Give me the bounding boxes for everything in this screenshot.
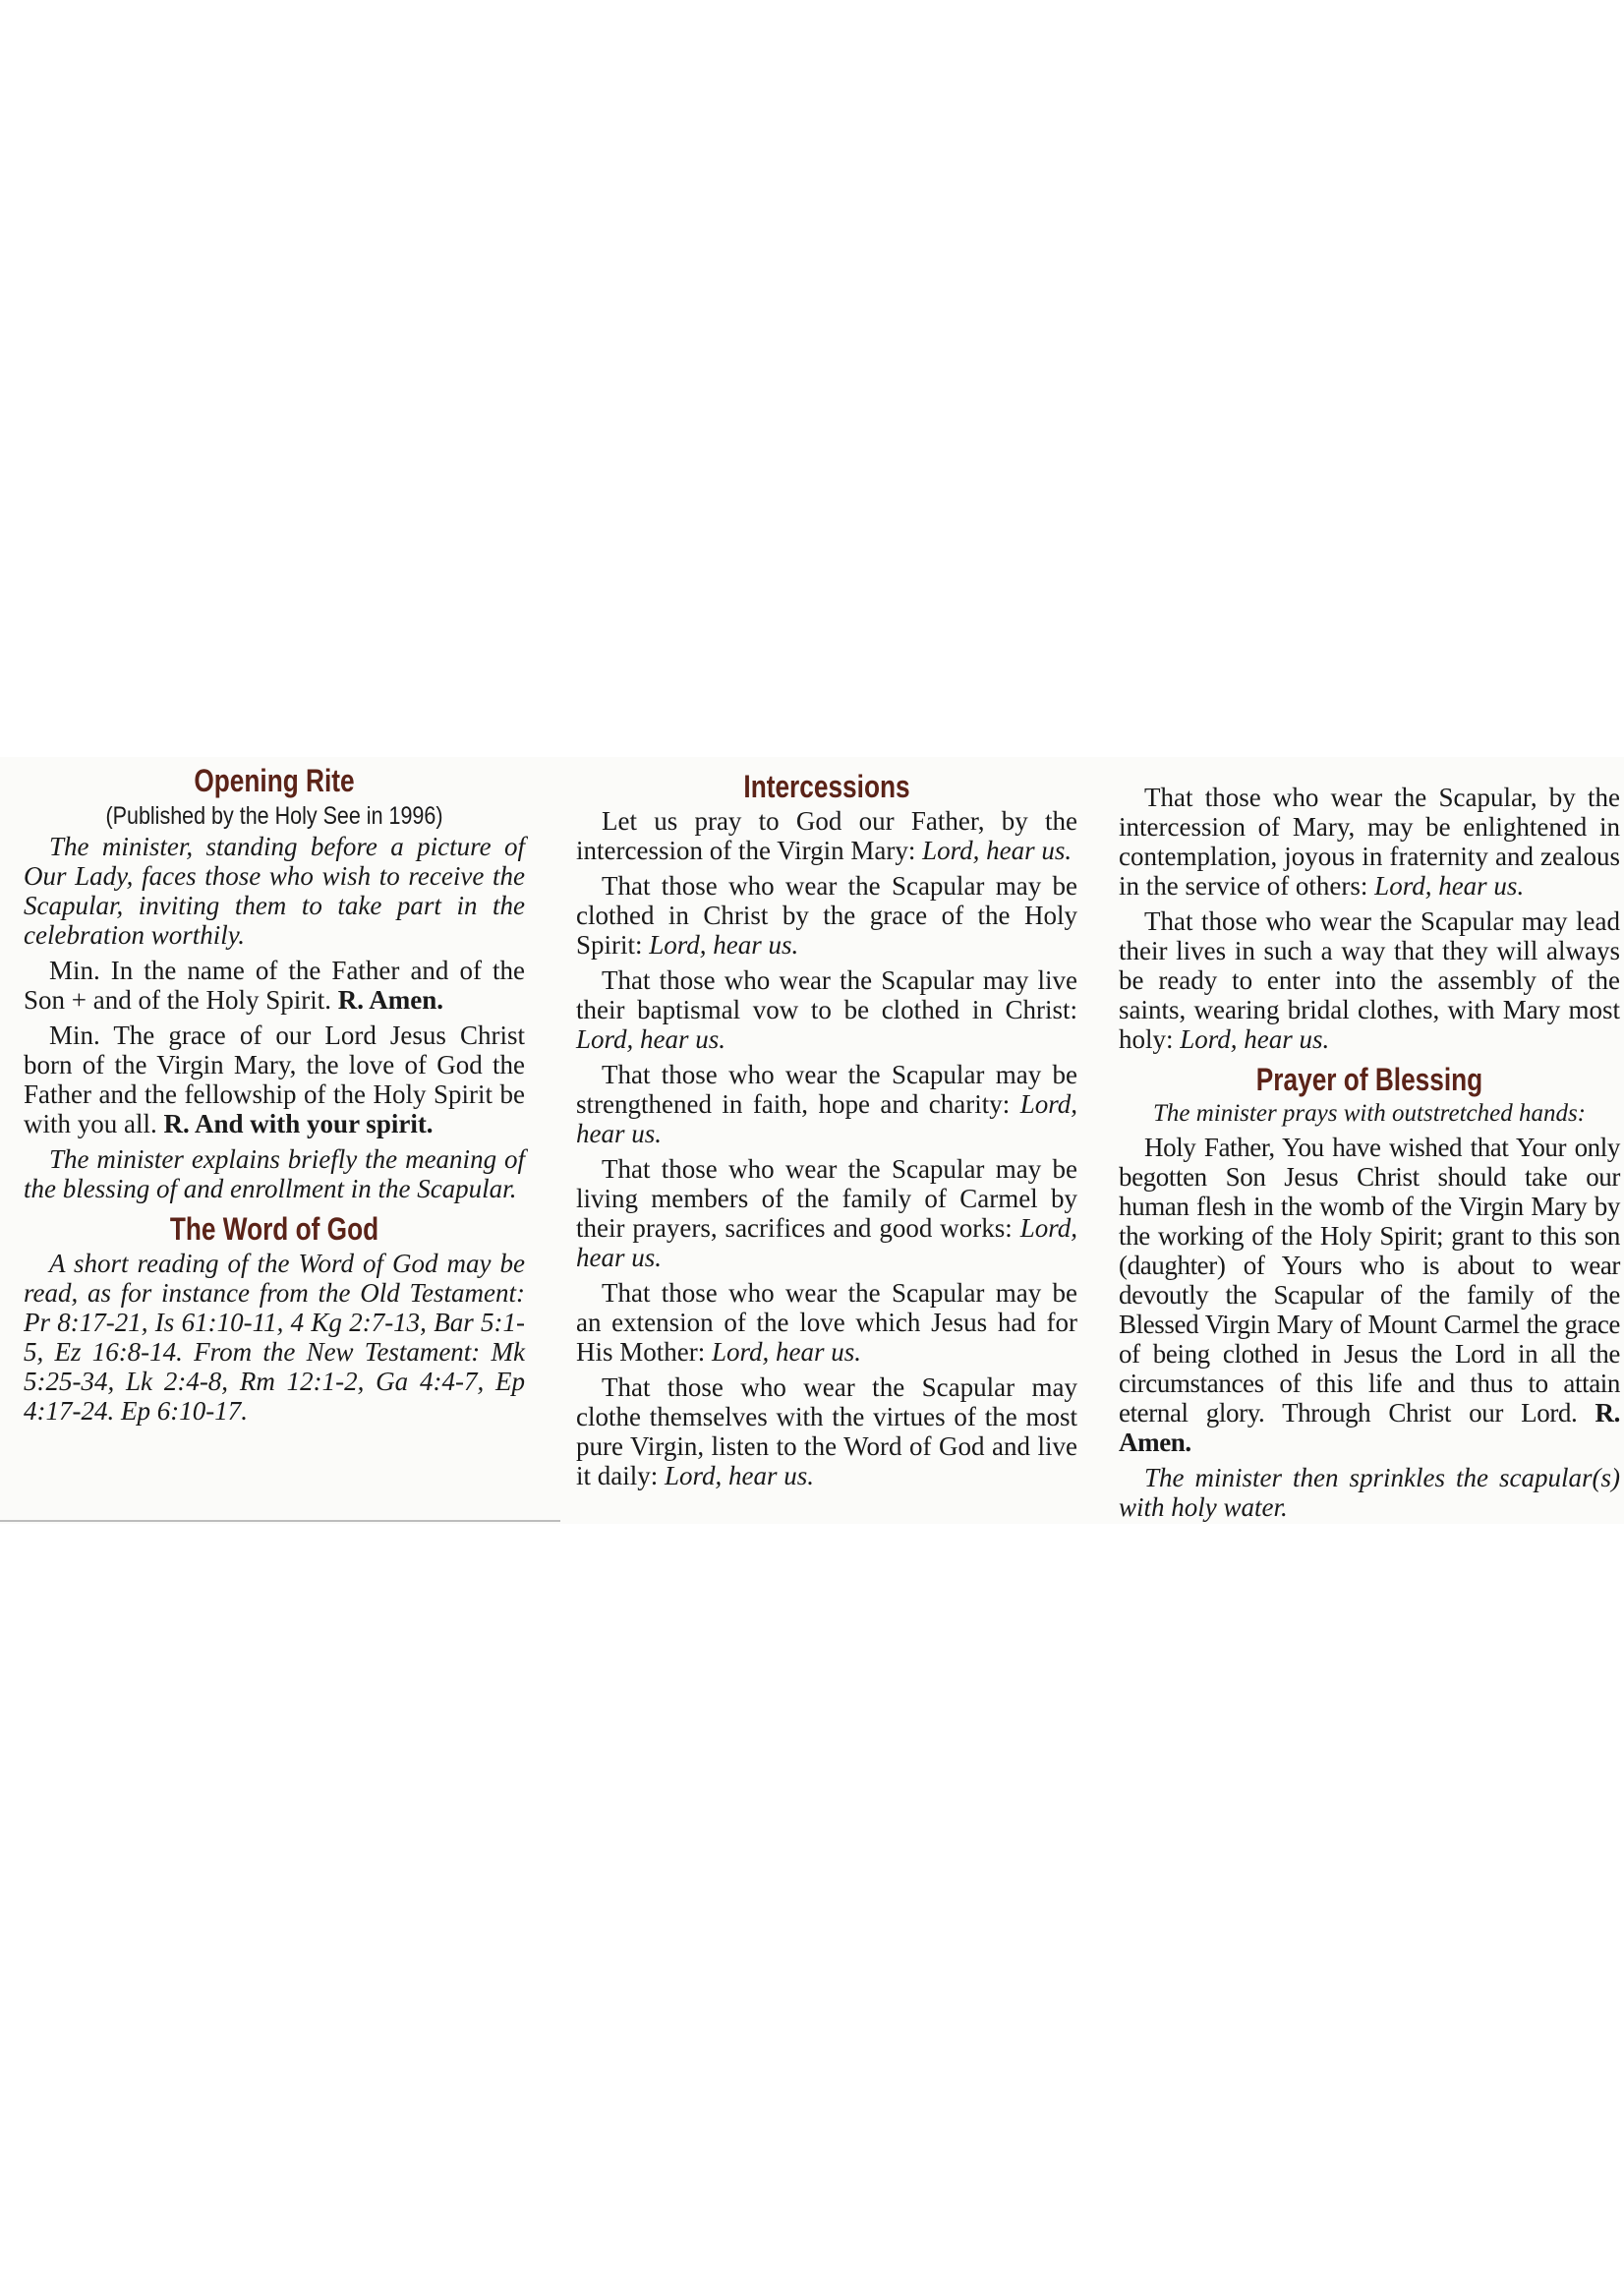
heading-opening-rite: Opening Rite bbox=[194, 763, 355, 798]
invocation-trinity bbox=[24, 956, 525, 1015]
intercession-3: That those who wear the Scapular may live their baptismal vow to be clothed in Christ: Lord, hear us. bbox=[576, 965, 1077, 1054]
response-lord-hear-us: Lord, hear us. bbox=[922, 836, 1073, 865]
column-opening-rite bbox=[24, 761, 525, 1431]
heading-prayer-of-blessing: Prayer of Blessing bbox=[1255, 1062, 1483, 1097]
response-lord-hear-us: Lord, hear us. bbox=[1374, 871, 1525, 901]
response-lord-hear-us: Lord, hear us. bbox=[712, 1337, 862, 1367]
intercession-9: That those who wear the Scapular may lead their lives in such a way that they will always be ready to enter into the assembly of the saints, wearing bridal clothes, with Mary most holy: Lord, hear us. bbox=[1119, 906, 1620, 1054]
column-intercessions bbox=[576, 767, 1077, 1496]
response-lord-hear-us: Lord, hear us. bbox=[576, 1024, 726, 1054]
intercession-2: That those who wear the Scapular may be clothed in Christ by the grace of the Holy Spirit: Lord, hear us. bbox=[576, 871, 1077, 960]
intercession-1: Let us pray to God our Father, by the intercession of the Virgin Mary: Lord, hear us. bbox=[576, 806, 1077, 865]
scapular-card bbox=[0, 757, 1624, 1524]
column-blessing bbox=[1119, 783, 1620, 1528]
heading-word-of-god: The Word of God bbox=[169, 1211, 379, 1247]
response-amen: R. Amen. bbox=[1119, 1398, 1620, 1457]
response-spirit: R. And with your spirit. bbox=[163, 1109, 434, 1138]
intercession-4: That those who wear the Scapular may be strengthened in faith, hope and charity: Lord, hear us. bbox=[576, 1060, 1077, 1148]
card-edge-rule bbox=[0, 1520, 560, 1522]
intercession-8: That those who wear the Scapular, by the intercession of Mary, may be enlightened in contemplation, joyous in fraternity and zealous in the service of others: Lord, hear us. bbox=[1119, 783, 1620, 901]
greeting-grace bbox=[24, 1020, 525, 1138]
response-lord-hear-us: Lord, hear us. bbox=[576, 1213, 1077, 1272]
prayer-holy-father: Holy Father, You have wished that Your only begotten Son Jesus Christ should take our human flesh in the womb of the Virgin Mary by the working of the Holy Spirit; grant to this son (daughter) of Yours who is about to wear devoutly the Scapular of the family of the Blessed Virgin Mary of Mount Carmel the grace of being clothed in Jesus the Lord in all the circumstances of this life and thus to attain eternal glory. Through Christ our Lord. R. Amen. bbox=[1119, 1133, 1620, 1457]
reading-references: A short reading of the Word of God may be read, as for instance from the Old Testament: Pr 8:17-21, Is 61:10-11, 4 Kg 2:7-13, Bar 5:1-5, Ez 16:8-14. From the New Testament: Mk 5:25-34, Lk 2:4-8, Rm 12:1-2, Ga 4:4-7, Ep 4:17-24. Ep 6:10-17. bbox=[24, 1249, 525, 1426]
intercession-7: That those who wear the Scapular may clothe themselves with the virtues of the most pure Virgin, listen to the Word of God and live it daily: Lord, hear us. bbox=[576, 1372, 1077, 1490]
intercession-5: That those who wear the Scapular may be living members of the family of Carmel by their prayers, sacrifices and good works: Lord, hear us. bbox=[576, 1154, 1077, 1272]
subtitle-holy-see: (Published by the Holy See in 1996) bbox=[105, 802, 443, 830]
intercession-6: That those who wear the Scapular may be an extension of the love which Jesus had for His Mother: Lord, hear us. bbox=[576, 1278, 1077, 1367]
instruction-sprinkles: The minister then sprinkles the scapular(s) with holy water. bbox=[1119, 1463, 1620, 1522]
response-lord-hear-us: Lord, hear us. bbox=[649, 930, 799, 960]
heading-intercessions: Intercessions bbox=[743, 769, 910, 804]
instruction-explains: The minister explains briefly the meaning of the blessing of and enrollment in the Scapular. bbox=[24, 1144, 525, 1203]
response-lord-hear-us: Lord, hear us. bbox=[576, 1089, 1077, 1148]
instruction-outstretched-hands: The minister prays with outstretched hands: bbox=[1152, 1100, 1587, 1127]
response-amen: R. Amen. bbox=[337, 985, 443, 1015]
response-lord-hear-us: Lord, hear us. bbox=[1180, 1024, 1330, 1054]
invocation-trinity-text: Min. In the name of the Father and of the Son + and of the Holy Spirit. bbox=[24, 956, 525, 1015]
greeting-grace-text: Min. The grace of our Lord Jesus Christ born of the Virgin Mary, the love of God the Father and the fellowship of the Holy Spirit be with you all. bbox=[24, 1020, 525, 1138]
instruction-standing: The minister, standing before a picture of Our Lady, faces those who wish to receive the Scapular, inviting them to take part in the celebration worthily. bbox=[24, 832, 525, 950]
response-lord-hear-us: Lord, hear us. bbox=[665, 1461, 815, 1490]
